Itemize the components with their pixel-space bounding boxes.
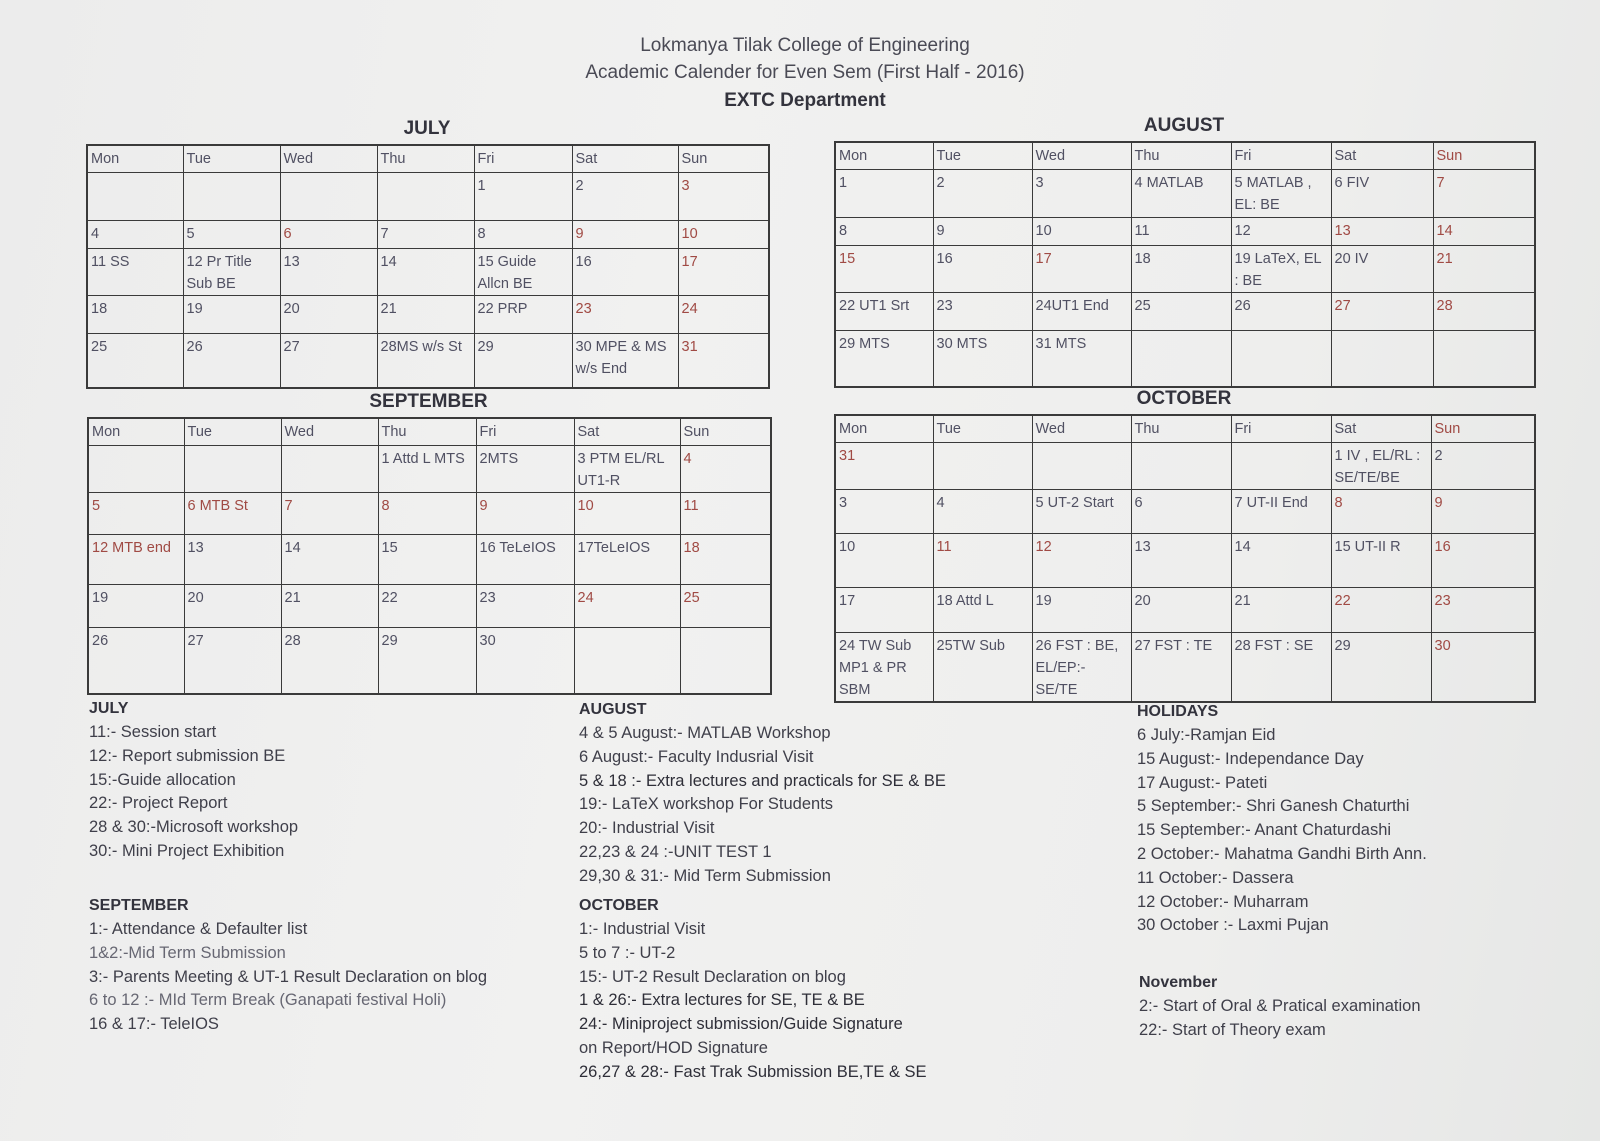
day-cell: 8	[474, 221, 572, 249]
day-cell: 15 UT-II R	[1331, 534, 1431, 588]
day-cell: 18 Attd L	[933, 588, 1032, 633]
week-row	[88, 446, 771, 493]
notes-item: 29,30 & 31:- Mid Term Submission	[579, 866, 831, 885]
weekday-label: Wed	[1032, 415, 1131, 443]
weekday-label: Sun	[680, 418, 771, 446]
day-cell: 14	[1433, 218, 1535, 246]
weekday-header-row	[88, 418, 771, 446]
day-cell	[281, 446, 378, 493]
day-cell: 19	[1032, 588, 1131, 633]
day-cell: 22	[1331, 588, 1431, 633]
day-cell: 3	[835, 490, 933, 534]
notes-item: 11:- Session start	[89, 723, 217, 741]
weekday-label: Sat	[1331, 142, 1433, 170]
day-cell	[184, 446, 281, 493]
notes-heading: AUGUST	[579, 701, 647, 718]
day-cell: 15	[378, 535, 476, 585]
day-cell: 27	[280, 334, 377, 388]
day-cell: 13	[184, 535, 281, 585]
day-cell: 12	[1231, 218, 1331, 246]
day-cell: 21	[1231, 588, 1331, 633]
month-september	[87, 391, 770, 695]
notes-item: 5 to 7 :- UT-2	[579, 943, 676, 962]
day-cell: 29	[1331, 633, 1431, 703]
day-cell: 15 Guide Allcn BE	[474, 249, 572, 296]
day-cell: 30	[476, 628, 574, 694]
day-cell	[933, 443, 1032, 490]
weekday-label: Thu	[1131, 415, 1231, 443]
week-row	[835, 588, 1535, 633]
day-cell: 1	[474, 173, 572, 221]
day-cell: 16	[572, 249, 678, 296]
day-cell: 12 MTB end	[88, 535, 184, 585]
notes-heading: SEPTEMBER	[89, 897, 189, 914]
day-cell: 4	[87, 221, 183, 249]
day-cell	[1231, 331, 1331, 387]
weekday-label: Sun	[1431, 415, 1535, 443]
weekday-label: Tue	[184, 418, 281, 446]
day-cell: 14	[377, 249, 474, 296]
day-cell: 9	[572, 221, 678, 249]
week-row	[87, 249, 769, 296]
day-cell: 4	[680, 446, 771, 493]
week-row	[835, 633, 1535, 703]
day-cell: 8	[378, 493, 476, 535]
weekday-label: Fri	[476, 418, 574, 446]
day-cell: 1 Attd L MTS	[378, 446, 476, 493]
notes-item: 5 & 18 :- Extra lectures and practicals for SE & BE	[579, 771, 946, 790]
day-cell: 29	[378, 628, 476, 694]
day-cell: 21	[377, 296, 474, 334]
weekday-header-row	[87, 145, 769, 173]
day-cell: 20	[280, 296, 377, 334]
week-row	[87, 334, 769, 388]
day-cell: 28 FST : SE	[1231, 633, 1331, 703]
week-row	[835, 218, 1535, 246]
page-header	[0, 32, 1600, 115]
month-title: JULY	[403, 118, 451, 139]
day-cell: 18	[680, 535, 771, 585]
notes-item: 1:- Industrial Visit	[579, 920, 706, 938]
notes-item: 6 August:- Faculty Indusrial Visit	[579, 747, 814, 766]
notes-item: 17 August:- Pateti	[1137, 773, 1268, 792]
day-cell: 20	[184, 585, 281, 628]
day-cell: 20 IV	[1331, 246, 1433, 293]
day-cell: 7	[377, 221, 474, 249]
weekday-label: Fri	[1231, 415, 1331, 443]
week-row	[88, 585, 771, 628]
day-cell	[1331, 331, 1433, 387]
day-cell: 18	[1131, 246, 1231, 293]
notes-item: 30:- Mini Project Exhibition	[89, 841, 285, 860]
day-cell: 22 UT1 Srt	[835, 293, 933, 331]
day-cell: 10	[1032, 218, 1131, 246]
day-cell: 4	[933, 490, 1032, 534]
day-cell: 21	[1433, 246, 1535, 293]
month-title: SEPTEMBER	[369, 391, 488, 412]
day-cell: 1 IV , EL/RL : SE/TE/BE	[1331, 443, 1431, 490]
day-cell: 26	[1231, 293, 1331, 331]
notes-item: 12 October:- Muharram	[1137, 892, 1309, 911]
day-cell: 11 SS	[87, 249, 183, 296]
day-cell: 13	[1331, 218, 1433, 246]
notes-item: 6 July:-Ramjan Eid	[1137, 726, 1276, 744]
notes-heading: OCTOBER	[579, 897, 659, 914]
month-october	[834, 388, 1534, 703]
day-cell: 19	[183, 296, 280, 334]
day-cell: 30 MPE & MS w/s End	[572, 334, 678, 388]
notes-item: 15 August:- Independance Day	[1137, 749, 1364, 768]
notes-item: 22:- Start of Theory exam	[1139, 1020, 1326, 1039]
day-cell: 26 FST : BE, EL/EP:- SE/TE	[1032, 633, 1131, 703]
notes-item: 16 & 17:- TeleIOS	[89, 1015, 219, 1034]
week-row	[88, 535, 771, 585]
day-cell: 7 UT-II End	[1231, 490, 1331, 534]
day-cell: 8	[1331, 490, 1431, 534]
week-row	[835, 170, 1535, 218]
day-cell: 5	[88, 493, 184, 535]
day-cell: 16 TeLeIOS	[476, 535, 574, 585]
day-cell: 25	[1131, 293, 1231, 331]
calendar-grid	[87, 417, 772, 695]
notes-item: 5 September:- Shri Ganesh Chaturthi	[1137, 797, 1410, 816]
notes-item: 20:- Industrial Visit	[579, 819, 715, 838]
day-cell: 24	[678, 296, 769, 334]
day-cell: 1	[835, 170, 933, 218]
day-cell: 29 MTS	[835, 331, 933, 387]
week-row	[835, 490, 1535, 534]
day-cell: 10	[678, 221, 769, 249]
notes-item: 6 to 12 :- MId Term Break (Ganapati festival Holi)	[89, 991, 447, 1010]
weekday-label: Tue	[933, 415, 1032, 443]
day-cell: 22	[378, 585, 476, 628]
notes-item: 1&2:-Mid Term Submission	[89, 943, 286, 962]
day-cell: 6 FIV	[1331, 170, 1433, 218]
day-cell: 24 TW Sub MP1 & PR SBM	[835, 633, 933, 703]
day-cell	[1433, 331, 1535, 387]
day-cell: 17TeLeIOS	[574, 535, 680, 585]
day-cell: 6	[1131, 490, 1231, 534]
weekday-label: Tue	[183, 145, 280, 173]
day-cell	[1131, 331, 1231, 387]
weekday-label: Thu	[1131, 142, 1231, 170]
day-cell: 2	[1431, 443, 1535, 490]
day-cell: 31	[678, 334, 769, 388]
notes-heading: HOLIDAYS	[1137, 703, 1219, 720]
weekday-label: Thu	[377, 145, 474, 173]
day-cell: 23	[1431, 588, 1535, 633]
day-cell: 13	[1131, 534, 1231, 588]
day-cell: 19	[88, 585, 184, 628]
day-cell: 31	[835, 443, 933, 490]
day-cell: 25TW Sub	[933, 633, 1032, 703]
day-cell: 24	[574, 585, 680, 628]
week-row	[835, 534, 1535, 588]
notes-heading: JULY	[89, 700, 129, 717]
day-cell: 29	[474, 334, 572, 388]
day-cell	[183, 173, 280, 221]
month-july	[86, 118, 768, 389]
day-cell: 2	[572, 173, 678, 221]
day-cell: 18	[87, 296, 183, 334]
notes-item: 15:-Guide allocation	[89, 770, 236, 789]
notes-item: 15:- UT-2 Result Declaration on blog	[579, 967, 846, 986]
day-cell: 22 PRP	[474, 296, 572, 334]
day-cell	[1131, 443, 1231, 490]
notes-item: 3:- Parents Meeting & UT-1 Result Declaration on blog	[89, 967, 488, 986]
day-cell	[574, 628, 680, 694]
notes-item: on Report/HOD Signature	[579, 1038, 768, 1057]
day-cell: 3 PTM EL/RL UT1-R	[574, 446, 680, 493]
day-cell: 11	[680, 493, 771, 535]
notes-item: 30 October :- Laxmi Pujan	[1137, 916, 1329, 935]
day-cell	[280, 173, 377, 221]
notes-item: 11 October:- Dassera	[1137, 868, 1294, 887]
day-cell: 26	[88, 628, 184, 694]
day-cell: 12	[1032, 534, 1131, 588]
notes-october	[579, 897, 927, 1085]
day-cell: 9	[933, 218, 1032, 246]
day-cell: 27	[184, 628, 281, 694]
day-cell: 2MTS	[476, 446, 574, 493]
day-cell: 31 MTS	[1032, 331, 1131, 387]
day-cell: 19 LaTeX, EL : BE	[1231, 246, 1331, 293]
week-row	[88, 493, 771, 535]
week-row	[835, 293, 1535, 331]
weekday-label: Wed	[281, 418, 378, 446]
day-cell: 8	[835, 218, 933, 246]
calendar-grid	[86, 144, 770, 389]
month-august	[834, 115, 1534, 388]
notes-item: 1:- Attendance & Defaulter list	[89, 920, 308, 938]
notes-heading: November	[1139, 974, 1218, 991]
day-cell: 24UT1 End	[1032, 293, 1131, 331]
day-cell: 13	[280, 249, 377, 296]
day-cell: 2	[933, 170, 1032, 218]
day-cell: 30 MTS	[933, 331, 1032, 387]
week-row	[835, 443, 1535, 490]
weekday-label: Thu	[378, 418, 476, 446]
day-cell: 20	[1131, 588, 1231, 633]
calendar-title: Academic Calender for Even Sem (First Half - 2016)	[585, 62, 1025, 83]
notes-item: 19:- LaTeX workshop For Students	[579, 795, 834, 814]
calendar-grid	[834, 141, 1536, 388]
notes-item: 12:- Report submission BE	[89, 746, 286, 765]
notes-item: 22:- Project Report	[89, 794, 228, 813]
day-cell: 3	[1032, 170, 1131, 218]
day-cell: 5 UT-2 Start	[1032, 490, 1131, 534]
notes-item: 4 & 5 August:- MATLAB Workshop	[579, 724, 831, 742]
day-cell: 3	[678, 173, 769, 221]
month-title: OCTOBER	[1136, 388, 1232, 409]
department-name: EXTC Department	[724, 90, 886, 111]
weekday-label: Sat	[574, 418, 680, 446]
day-cell	[87, 173, 183, 221]
week-row	[835, 331, 1535, 387]
day-cell	[1231, 443, 1331, 490]
day-cell: 25	[87, 334, 183, 388]
day-cell: 14	[281, 535, 378, 585]
week-row	[835, 246, 1535, 293]
notes-september	[89, 897, 487, 1037]
day-cell: 9	[1431, 490, 1535, 534]
weekday-label: Mon	[88, 418, 184, 446]
weekday-header-row	[835, 415, 1535, 443]
week-row	[87, 173, 769, 221]
day-cell: 30	[1431, 633, 1535, 703]
weekday-label: Wed	[280, 145, 377, 173]
day-cell: 6 MTB St	[184, 493, 281, 535]
day-cell: 28MS w/s St	[377, 334, 474, 388]
weekday-label: Wed	[1032, 142, 1131, 170]
day-cell: 4 MATLAB	[1131, 170, 1231, 218]
day-cell: 17	[1032, 246, 1131, 293]
notes-item: 24:- Miniproject submission/Guide Signature	[579, 1015, 903, 1034]
notes-item: 1 & 26:- Extra lectures for SE, TE & BE	[579, 991, 865, 1010]
weekday-label: Mon	[835, 142, 933, 170]
day-cell: 23	[476, 585, 574, 628]
week-row	[88, 628, 771, 694]
notes-august	[579, 701, 946, 889]
weekday-label: Sun	[1433, 142, 1535, 170]
weekday-header-row	[835, 142, 1535, 170]
day-cell: 10	[574, 493, 680, 535]
day-cell: 10	[835, 534, 933, 588]
day-cell: 9	[476, 493, 574, 535]
day-cell: 5 MATLAB , EL: BE	[1231, 170, 1331, 218]
calendar-grid	[834, 414, 1536, 703]
notes-item: 28 & 30:-Microsoft workshop	[89, 818, 299, 837]
weekday-label: Sat	[1331, 415, 1431, 443]
day-cell: 25	[680, 585, 771, 628]
notes-item: 15 September:- Anant Chaturdashi	[1137, 821, 1392, 840]
day-cell: 23	[572, 296, 678, 334]
day-cell: 23	[933, 293, 1032, 331]
day-cell: 16	[933, 246, 1032, 293]
day-cell: 21	[281, 585, 378, 628]
day-cell: 27	[1331, 293, 1433, 331]
college-name: Lokmanya Tilak College of Engineering	[640, 35, 970, 56]
day-cell: 6	[280, 221, 377, 249]
day-cell	[1032, 443, 1131, 490]
weekday-label: Tue	[933, 142, 1032, 170]
month-title: AUGUST	[1143, 115, 1225, 136]
weekday-label: Mon	[835, 415, 933, 443]
weekday-label: Mon	[87, 145, 183, 173]
day-cell	[88, 446, 184, 493]
day-cell: 28	[1433, 293, 1535, 331]
day-cell: 27 FST : TE	[1131, 633, 1231, 703]
day-cell: 7	[1433, 170, 1535, 218]
day-cell: 7	[281, 493, 378, 535]
weekday-label: Sat	[572, 145, 678, 173]
weekday-label: Fri	[1231, 142, 1331, 170]
day-cell: 11	[1131, 218, 1231, 246]
day-cell: 17	[835, 588, 933, 633]
week-row	[87, 221, 769, 249]
day-cell: 28	[281, 628, 378, 694]
day-cell: 14	[1231, 534, 1331, 588]
notes-november	[1139, 974, 1421, 1043]
day-cell: 5	[183, 221, 280, 249]
notes-item: 26,27 & 28:- Fast Trak Submission BE,TE & SE	[579, 1062, 927, 1081]
day-cell	[680, 628, 771, 694]
day-cell	[377, 173, 474, 221]
notes-item: 2:- Start of Oral & Pratical examination	[1139, 997, 1421, 1015]
notes-item: 2 October:- Mahatma Gandhi Birth Ann.	[1137, 844, 1427, 863]
weekday-label: Sun	[678, 145, 769, 173]
notes-holidays	[1137, 703, 1427, 938]
notes-item: 22,23 & 24 :-UNIT TEST 1	[579, 842, 772, 861]
week-row	[87, 296, 769, 334]
day-cell: 12 Pr Title Sub BE	[183, 249, 280, 296]
weekday-label: Fri	[474, 145, 572, 173]
day-cell: 26	[183, 334, 280, 388]
day-cell: 17	[678, 249, 769, 296]
notes-july	[89, 700, 298, 864]
day-cell: 15	[835, 246, 933, 293]
day-cell: 11	[933, 534, 1032, 588]
day-cell: 16	[1431, 534, 1535, 588]
